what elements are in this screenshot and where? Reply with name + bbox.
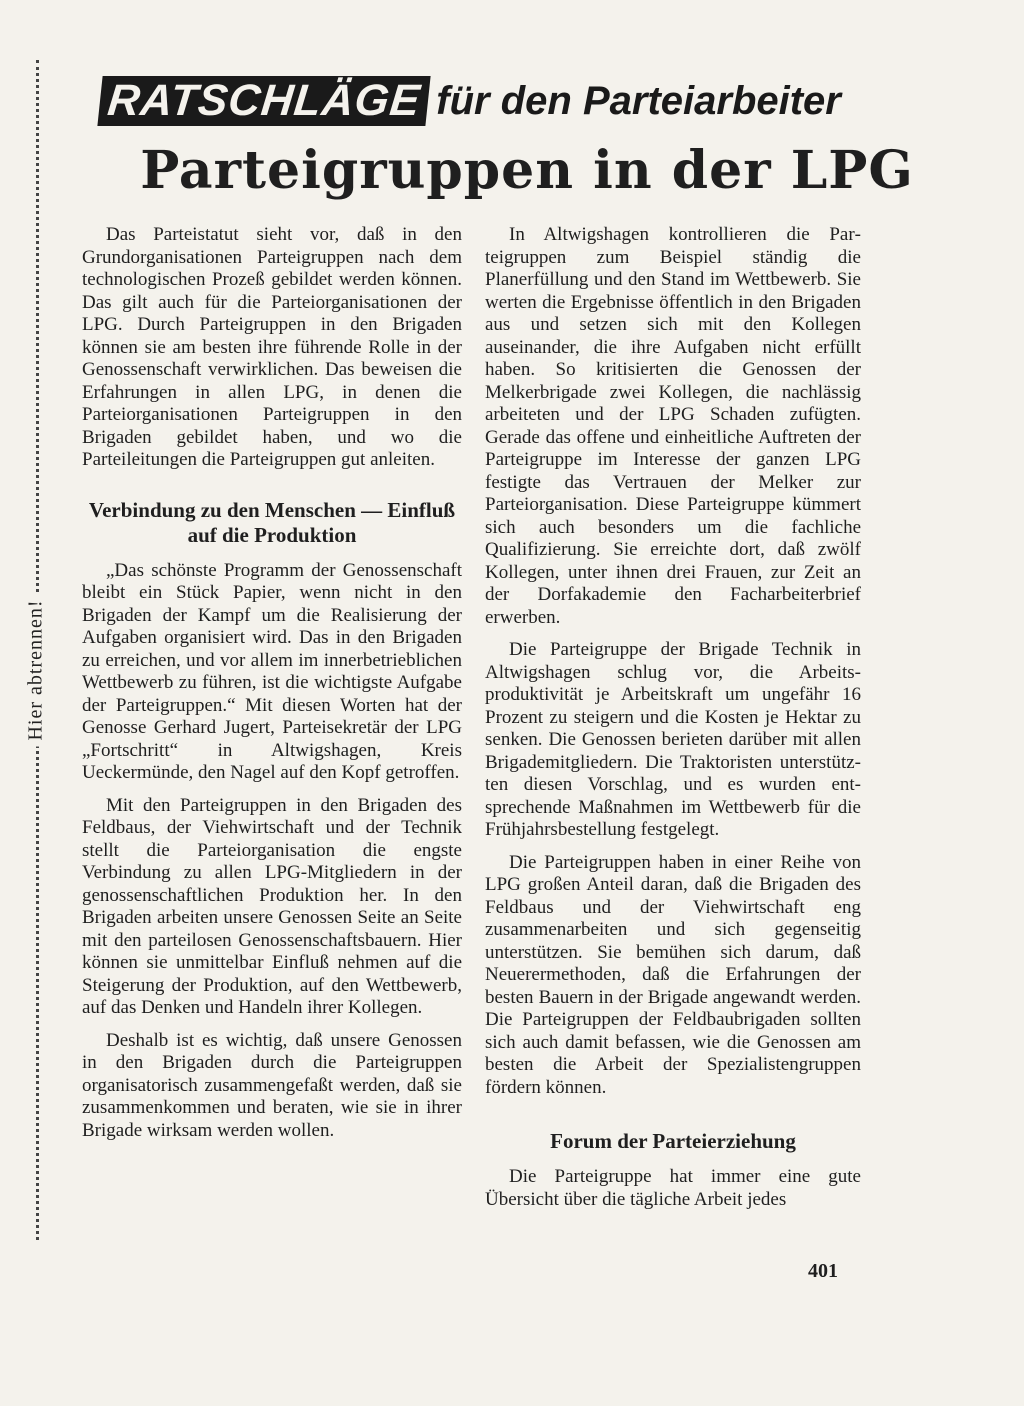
paragraph: „Das schönste Programm der Genossenschaft bleibt ein Stück Papier, wenn nicht in den Brigaden der Kampf um die Realisierung der Aufgaben organisiert wird. Das in den Brigaden zu erreichen, und vor allem im innerbetrieblichen Wettbewerb zu führen, ist die wichtigste Aufgabe der Parteigruppen.“ Mit diesen Worten hat der Genosse Gerhard Jugert, Parteisekretär der LPG „Fortschritt“ in Altwigshagen, Kreis Ueckermünde, den Nagel auf den Kopf getroffen.	[82, 559, 462, 783]
header-boxed-word: RATSCHLÄGE	[97, 76, 431, 126]
paragraph: Deshalb ist es wichtig, daß unsere Genossen in den Brigaden durch die Parteigruppen organisatorisch zusammengefaßt werden, daß sie zusammenkommen und beraten, wie sie in ihrer Brigade wirksam werden wollen.	[82, 1029, 462, 1141]
article-title: Parteigruppen in der LPG	[140, 140, 914, 201]
header-subtitle: für den Parteiarbeiter	[436, 79, 841, 123]
page-number: 401	[808, 1260, 838, 1282]
section-heading: Forum der Parteierziehung	[550, 1129, 796, 1153]
section-heading: Verbindung zu den Menschen — Einfluß auf die Produktion	[88, 497, 456, 547]
paragraph: Die Parteigruppe der Brigade Technik in Altwigshagen schlug vor, die Arbeitsproduktivität je Arbeitskraft um ungefähr 16 Prozent zu steigern und die Kosten je Hektar zu senken. Die Genossen berieten darüber mit allen Brigademitgliedern. Die Traktoristen unterstützten diesen Vorschlag, und es wurden entsprechende Maßnahmen im Wettbewerb für die Frühjahrsbestellung festgelegt.	[485, 639, 861, 840]
paragraph: Die Parteigruppe hat immer eine gute Übersicht über die tägliche Arbeit jedes	[485, 1166, 861, 1210]
paragraph: Mit den Parteigruppen in den Brigaden des Feldbaus, der Viehwirtschaft und der Technik stellt die Parteiorganisation die engste Verbindung zu allen LPG-Mitgliedern in der genossenschaftlichen Produktion her. In den Brigaden arbeiten unsere Genossen Seite an Seite mit den parteilosen Genossenschaftsbauern. Hier können sie unmittelbar Einfluß nehmen auf die Steigerung der Produktion, auf den Wettbewerb, auf das Denken und Handeln ihrer Kollegen.	[82, 794, 462, 1018]
paragraph: Das Parteistatut sieht vor, daß in den Grundorganisationen Parteigruppen nach dem technologischen Prozeß gebildet werden können. Das gilt auch für die Parteiorganisationen der LPG. Durch Parteigruppen in den Brigaden können sie am besten ihre führende Rolle in der Genossenschaft verwirklichen. Das beweisen die Erfahrungen in allen LPG, in denen die Parteiorganisationen Parteigruppen in den Brigaden gebildet haben, und wo die Parteileitungen die Parteigruppen gut anleiten.	[82, 224, 462, 470]
paragraph: In Altwigshagen kontrollieren die Parteigruppen zum Beispiel ständig die Planerfüllung und den Stand im Wettbewerb. Sie werten die Ergebnisse öffentlich in den Brigaden aus und setzen sich mit den Kollegen auseinander, die ihre Aufgaben nicht erfüllt haben. So kritisierten die Genossen der Melkerbrigade zwei Kollegen, die nachlässig arbeiteten und der LPG Schaden zufügten. Gerade das offene und einheitliche Auftreten der Parteigruppe im Interesse der ganzen LPG festigte das Vertrauen der Melker zur Parteiorganisation. Diese Parteigruppe kümmert sich auch besonders um die fachliche Qualifizierung. Sie erreichte dort, daß zwölf Kollegen, unter ihnen drei Frauen, zur Zeit an der Dorfakademie den Facharbeiterbrief erwerben.	[485, 224, 861, 628]
left-column	[82, 224, 462, 1152]
paragraph: Die Parteigruppen haben in einer Reihe von LPG großen Anteil daran, daß die Brigaden des Feldbaus und der Viehwirtschaft eng zusammenarbeiten und sich gegenseitig unterstützen. Sie bemühen sich darum, daß Neuerermethoden, daß die Erfahrungen der besten Bauern in der Brigade angewandt werden. Die Parteigruppen der Feldbaubrigaden sollten sich auch damit befassen, wie die Genossen am besten die Arbeit der Spezialistengruppen fördern können.	[485, 851, 861, 1098]
right-column	[485, 224, 861, 1221]
cut-here-label: Hier abtrennen!	[25, 593, 48, 746]
section-header	[100, 76, 841, 126]
